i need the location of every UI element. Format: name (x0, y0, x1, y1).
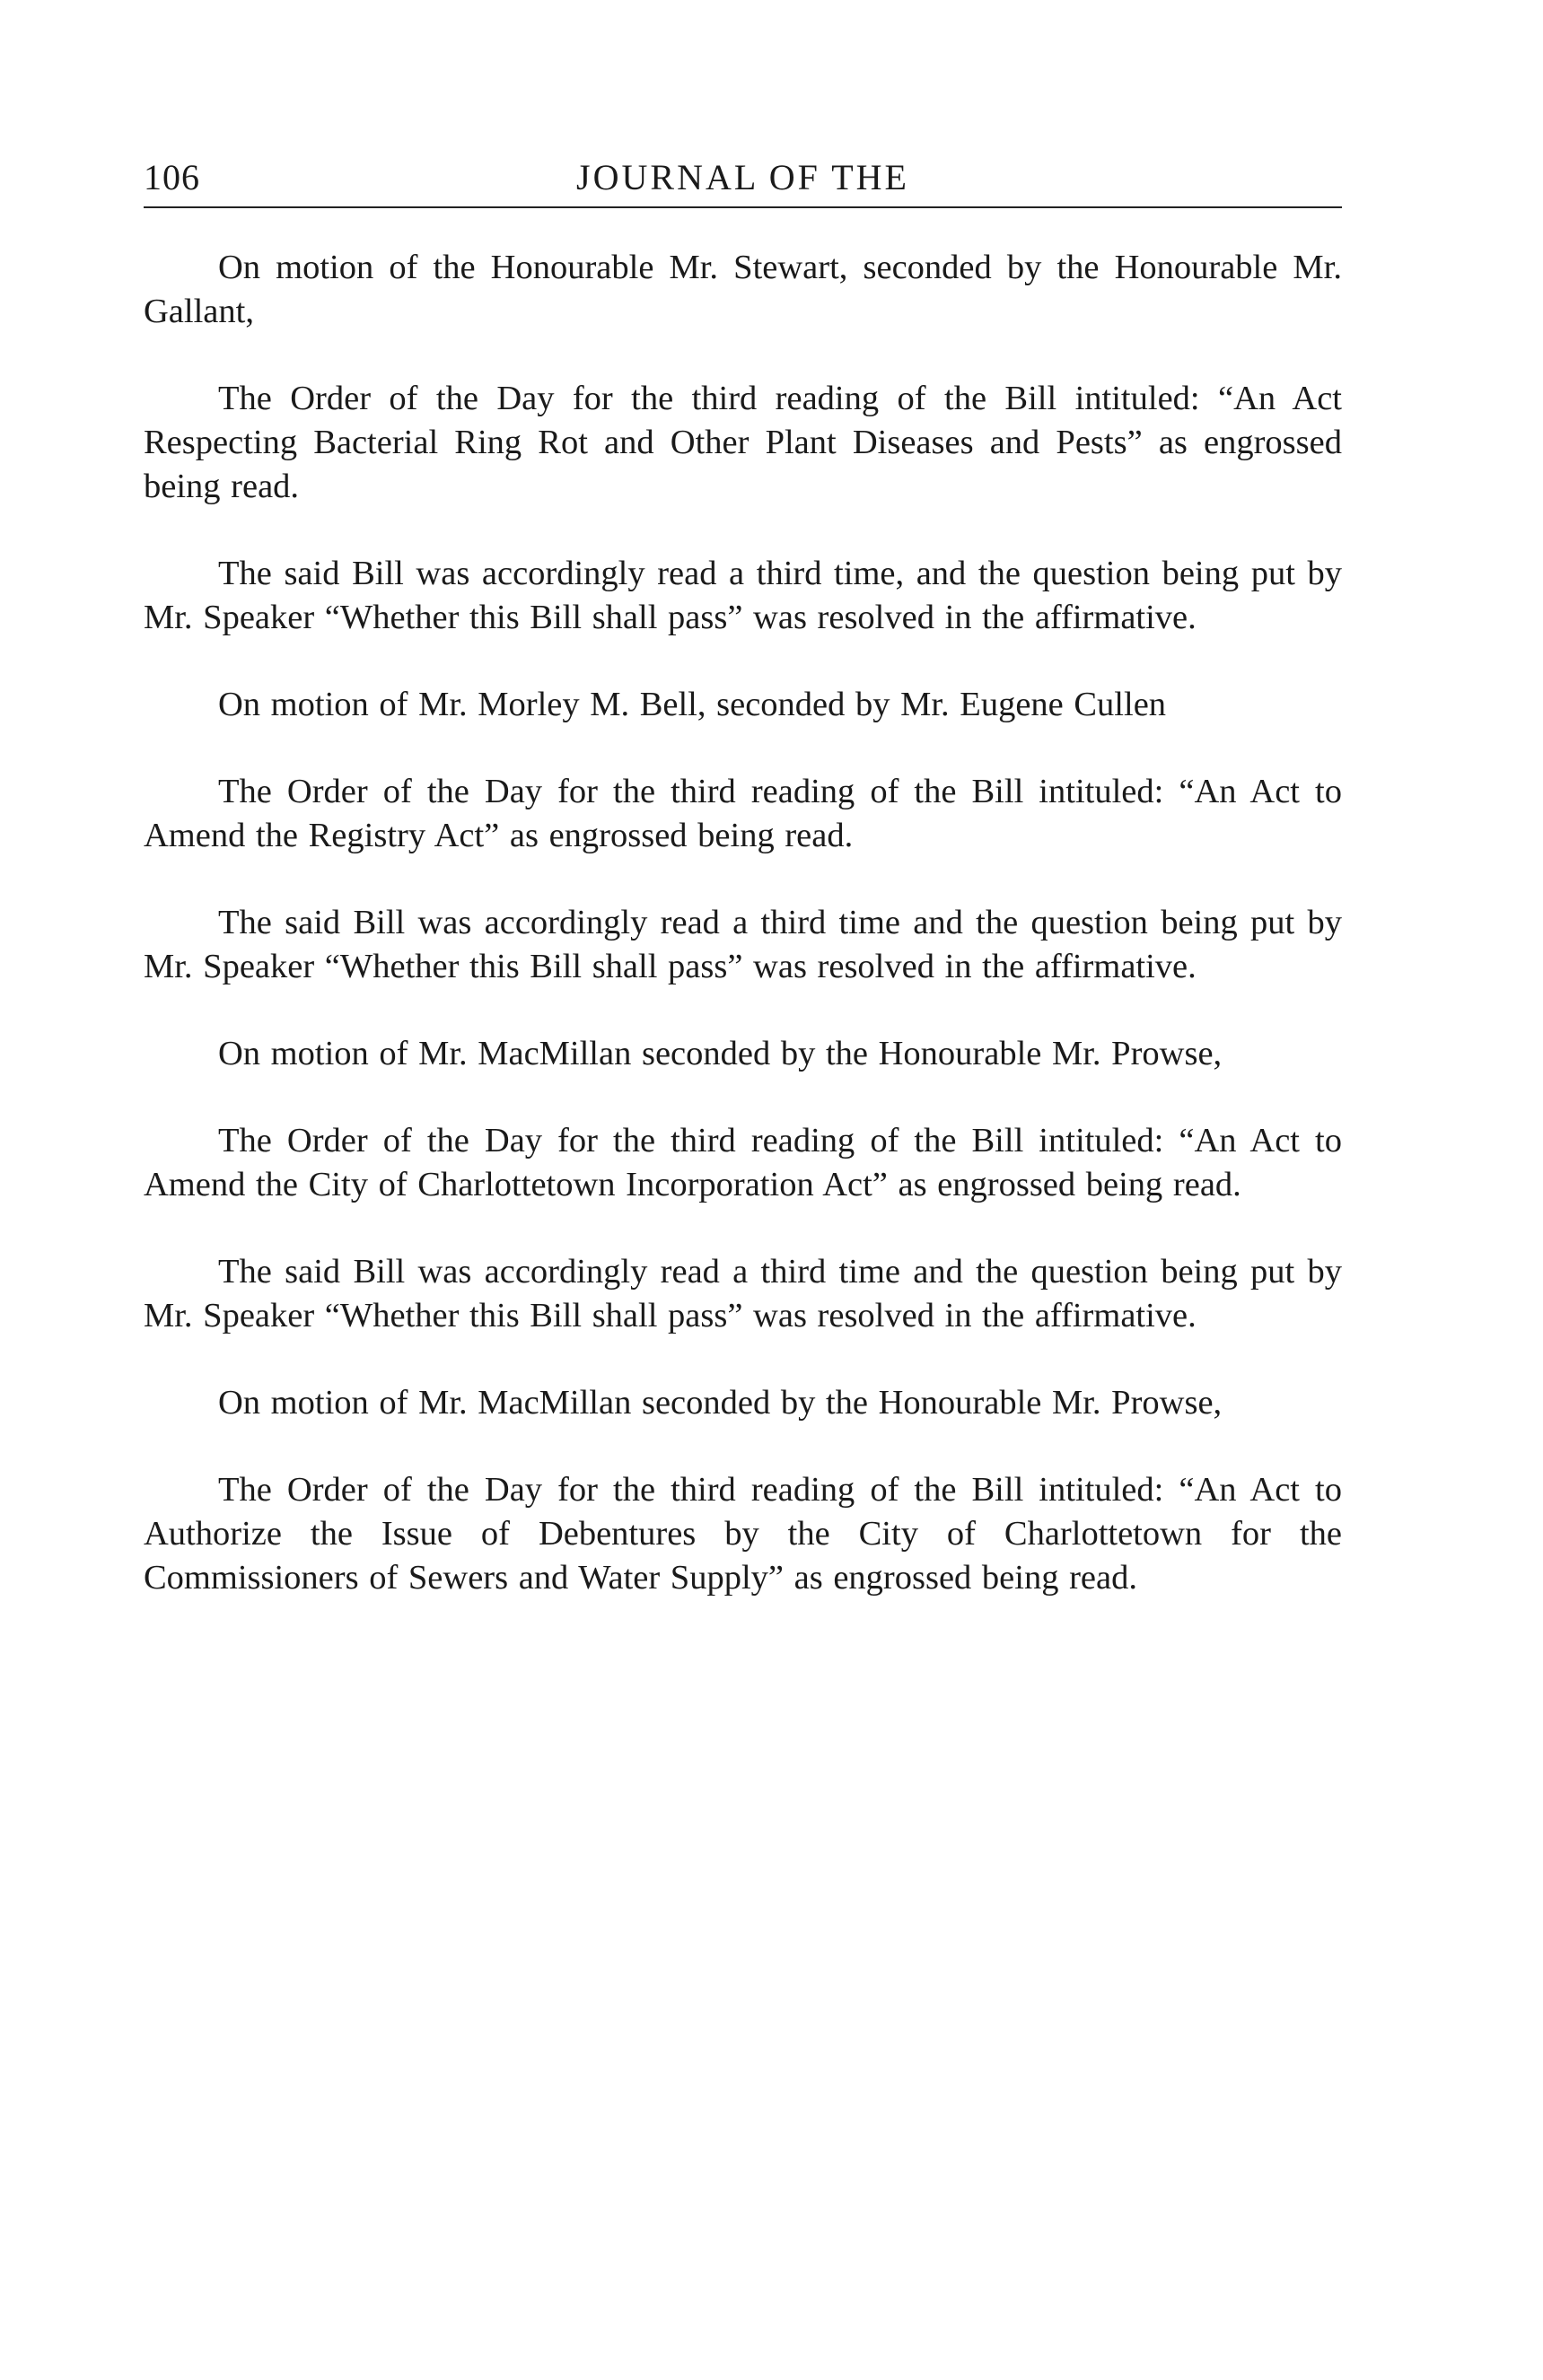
journal-page (144, 153, 1342, 1643)
order-of-day-paragraph: The Order of the Day for the third reading of the Bill intituled: “An Act to Amend the Registry Act” as engrossed being read. (144, 773, 1342, 854)
order-of-day-paragraph: The Order of the Day for the third reading of the Bill intituled: “An Act Respecting Bacterial Ring Rot and Other Plant Diseases and Pests” as engrossed being read. (144, 380, 1342, 505)
reading-result-paragraph: The said Bill was accordingly read a third time, and the question being put by Mr. Speaker “Whether this Bill shall pass” was resolved in the affirmative. (144, 555, 1342, 636)
journal-title: JOURNAL OF THE (576, 157, 909, 197)
motion-paragraph: On motion of Mr. Morley M. Bell, seconded by Mr. Eugene Cullen (218, 686, 1167, 723)
running-head (144, 153, 1342, 208)
reading-result-paragraph: The said Bill was accordingly read a third time and the question being put by Mr. Speaker “Whether this Bill shall pass” was resolved in the affirmative. (144, 904, 1342, 985)
motion-paragraph: On motion of Mr. MacMillan seconded by the Honourable Mr. Prowse, (218, 1384, 1223, 1422)
order-of-day-paragraph: The Order of the Day for the third reading of the Bill intituled: “An Act to Amend the City of Charlottetown Incorporation Act” as engrossed being read. (144, 1122, 1342, 1203)
motion-paragraph: On motion of the Honourable Mr. Stewart, seconded by the Honourable Mr. Gallant, (144, 249, 1342, 330)
reading-result-paragraph: The said Bill was accordingly read a third time and the question being put by Mr. Speaker “Whether this Bill shall pass” was resolved in the affirmative. (144, 1253, 1342, 1334)
order-of-day-paragraph: The Order of the Day for the third reading of the Bill intituled: “An Act to Authorize the Issue of Debentures by the City of Charlottetown for the Commissioners of Sewers and Water Supply” as engrossed being read. (144, 1471, 1342, 1597)
motion-paragraph: On motion of Mr. MacMillan seconded by the Honourable Mr. Prowse, (218, 1035, 1223, 1072)
journal-body (144, 246, 1342, 1600)
page-number: 106 (144, 157, 200, 197)
